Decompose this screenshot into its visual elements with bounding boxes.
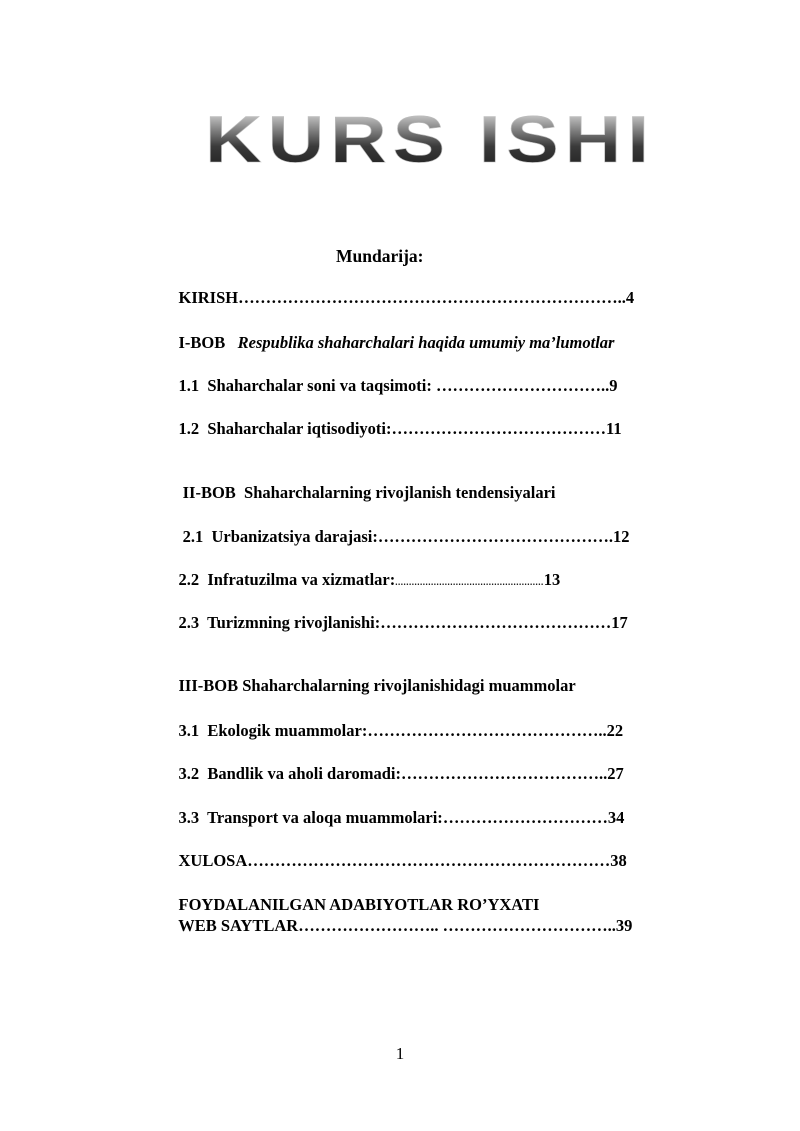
toc-entry-label: 1.1 Shaharchalar soni va taqsimoti: <box>178 376 436 395</box>
toc-leader-dots: ………………………… <box>442 808 608 827</box>
toc-chapter-label: I-BOB <box>178 333 226 352</box>
toc-entry-label: 2.2 Infratuzilma va xizmatlar: <box>178 570 396 589</box>
toc-leader-dots: ………………………………………………………… <box>247 851 611 870</box>
toc-page-number: 39 <box>615 916 633 935</box>
toc-leader-dots: …………………………………….. <box>367 721 607 740</box>
toc-leader-dots: ...................................................... <box>395 577 544 587</box>
toc-entry-label: 2.1 Urbanizatsiya darajasi: <box>178 527 378 546</box>
toc-page-number: 12 <box>613 527 630 546</box>
toc-chapter-label: II-BOB Shaharchalarning rivojlanish tendensiyalari <box>178 483 556 502</box>
toc-page-number: 17 <box>611 613 628 632</box>
toc-chapter-label: III-BOB Shaharchalarning rivojlanishidagi muammolar <box>178 676 576 695</box>
toc-page-number: 27 <box>607 764 624 783</box>
toc-entry-label: 3.2 Bandlik va aholi daromadi: <box>178 764 402 783</box>
toc-page-number: 34 <box>607 808 625 827</box>
toc-entry-label: 3.3 Transport va aloqa muammolari: <box>178 808 443 827</box>
toc-entry-label: WEB SAYTLAR <box>178 916 299 935</box>
toc-page-number: 11 <box>606 419 622 438</box>
toc-heading: Mundarija: <box>336 246 424 266</box>
toc-leader-dots: ……………………………………. <box>377 527 613 546</box>
toc-entry-label: 2.3 Turizmning rivojlanishi: <box>178 613 381 632</box>
toc-page-number: 38 <box>610 851 627 870</box>
toc-chapter-subtitle: Respublika shaharchalari haqida umumiy ma’lumotlar <box>237 333 615 352</box>
toc-leader-dots: ………………………….. <box>435 376 610 395</box>
page-footer-number: 1 <box>395 1044 405 1063</box>
toc-page-number: 4 <box>625 288 635 307</box>
toc-entry-label: KIRISH <box>178 288 239 307</box>
document-title-wordart <box>200 104 660 174</box>
toc-leader-dots: …………………………………… <box>380 613 612 632</box>
toc-entry-label: XULOSA <box>178 851 248 870</box>
toc-leader-dots: ………………………………… <box>391 419 607 438</box>
toc-entry-1-2[interactable] <box>162 399 622 459</box>
toc-entry-2-3[interactable] <box>162 593 628 653</box>
toc-leader-dots: …………………….. ………………………….. <box>298 916 616 935</box>
document-title: KURS ISHI <box>205 104 655 174</box>
toc-entry-label: FOYDALANILGAN ADABIYOTLAR RO’YXATI <box>178 895 540 914</box>
toc-page-number: 22 <box>606 721 624 740</box>
toc-entry-web-sites[interactable] <box>162 896 632 956</box>
toc-page-number: 9 <box>609 376 618 395</box>
toc-page-number: 13 <box>543 570 561 589</box>
toc-leader-dots: …………………………………………………………….. <box>238 288 626 307</box>
toc-leader-dots: ……………………………….. <box>401 764 608 783</box>
toc-entry-label: 3.1 Ekologik muammolar: <box>178 721 368 740</box>
toc-entry-label: 1.2 Shaharchalar iqtisodiyoti: <box>178 419 392 438</box>
